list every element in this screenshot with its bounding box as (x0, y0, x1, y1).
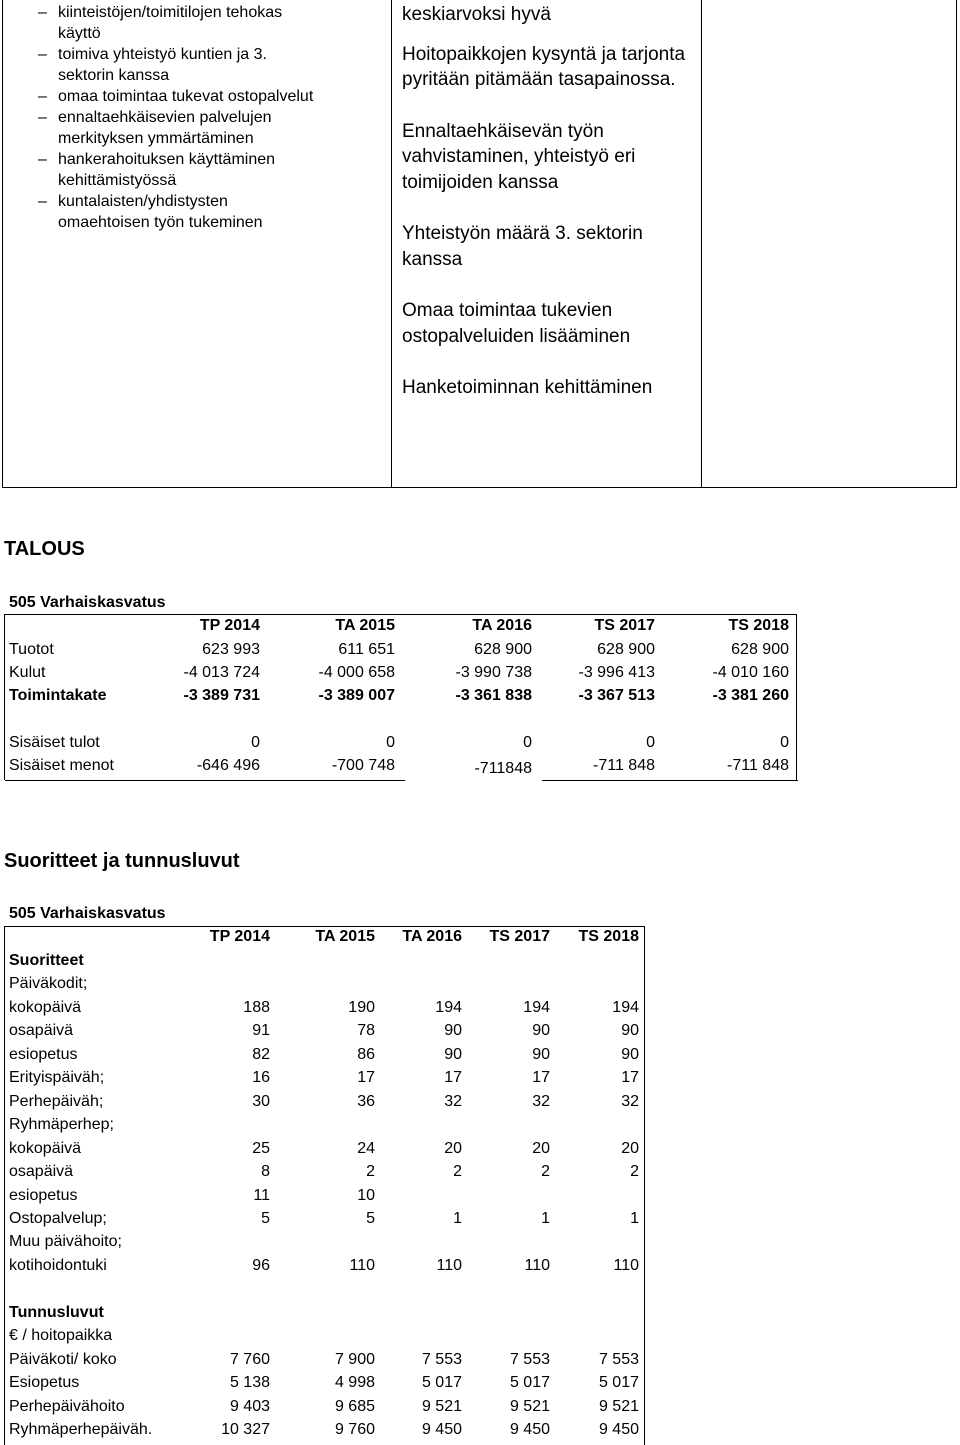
cell-value: 17 (621, 1069, 639, 1087)
cell-value: 2 (630, 1163, 639, 1181)
cell-value: 20 (532, 1139, 550, 1157)
cell-value: 90 (532, 1022, 550, 1040)
row-label: Päiväkodit; (9, 975, 88, 993)
cell-value: 1 (453, 1209, 462, 1227)
euro-icon: € (9, 1327, 18, 1345)
cell-value: 82 (252, 1045, 270, 1063)
cell-value: 91 (252, 1022, 270, 1040)
column-divider (391, 0, 392, 488)
row-label: Tuotot (9, 641, 54, 658)
cell-value: 628 900 (731, 641, 789, 658)
cell-value: 0 (386, 734, 395, 751)
list-item (10, 191, 380, 212)
cell-value: 9 521 (421, 1397, 462, 1415)
cell-value: 8 (261, 1163, 270, 1181)
cell-value: 0 (523, 734, 532, 751)
measure-paragraph: keskiarvoksi hyvä (402, 4, 551, 25)
cell-value: 9 450 (421, 1421, 462, 1438)
cell-value: 5 017 (598, 1374, 639, 1392)
column-header: TA 2015 (335, 617, 395, 634)
cell-value: 9 760 (334, 1421, 375, 1438)
goals-list (10, 2, 380, 233)
cell-value: 90 (621, 1045, 639, 1063)
row-label: Suoritteet (9, 952, 84, 969)
cell-value: 90 (532, 1045, 550, 1063)
talous-subheading: 505 Varhaiskasvatus (9, 594, 166, 611)
cell-value: 194 (435, 998, 462, 1016)
list-item (10, 107, 380, 128)
dash-marker: – (38, 151, 47, 168)
cell-value: 30 (252, 1092, 270, 1110)
column-header: TP 2014 (209, 928, 270, 945)
cell-value: 90 (444, 1045, 462, 1063)
column-header: TS 2018 (728, 617, 789, 634)
row-label: esiopetus (9, 1186, 78, 1204)
row-label-text: / hoitopaikka (17, 1327, 113, 1345)
column-header: TA 2016 (402, 928, 462, 945)
measure-paragraph: Hoitopaikkojen kysyntä ja tarjonta pyritään pitämään tasapainossa. (402, 43, 686, 90)
cell-value: 4 998 (334, 1374, 375, 1392)
cell-value: 188 (243, 998, 270, 1016)
cell-value: 5 017 (509, 1374, 550, 1392)
cell-value: 194 (523, 998, 550, 1016)
list-item-text: kiinteistöjen/toimitilojen tehokas (58, 4, 283, 21)
cell-value: 7 900 (334, 1350, 375, 1368)
cell-value: -3 389 731 (183, 687, 260, 704)
row-label: kokopäivä (9, 998, 82, 1016)
list-item-text: toimiva yhteistyö kuntien ja 3. (58, 46, 267, 63)
cell-value: -3 996 413 (578, 664, 655, 681)
row-label: Esiopetus (9, 1374, 80, 1392)
cell-value: 86 (357, 1045, 375, 1063)
table-bottom-border (542, 780, 798, 781)
cell-value: 10 327 (221, 1421, 270, 1438)
column-header: TA 2016 (472, 617, 532, 634)
measure-paragraph: Hanketoiminnan kehittäminen (402, 377, 653, 398)
row-label (9, 1327, 112, 1345)
cell-value: 9 450 (509, 1421, 550, 1438)
suoritteet-subheading: 505 Varhaiskasvatus (9, 905, 166, 922)
cell-value: 5 (261, 1209, 270, 1227)
dash-marker: – (38, 88, 47, 105)
cell-value: 110 (613, 1256, 639, 1274)
row-label: Kulut (9, 664, 46, 681)
cell-value: 32 (444, 1092, 462, 1110)
cell-value: 20 (621, 1139, 639, 1157)
row-label: Sisäiset tulot (9, 734, 100, 751)
cell-value: -3 990 738 (455, 664, 532, 681)
measure-paragraph: Omaa toimintaa tukevien ostopalveluiden lisääminen (402, 300, 631, 347)
cell-value: -4 010 160 (712, 664, 789, 681)
cell-value: 611 651 (338, 641, 395, 658)
column-header: TS 2017 (594, 617, 655, 634)
cell-value: 96 (252, 1256, 270, 1274)
measure-paragraph: Ennaltaehkäisevän työn vahvistaminen, yhteistyö eri toimijoiden kanssa (402, 120, 636, 193)
list-item (10, 170, 380, 191)
column-header: TS 2017 (489, 928, 550, 945)
row-label: Muu päivähoito; (9, 1233, 122, 1251)
cell-value: 9 403 (229, 1397, 270, 1415)
cell-value: -700 748 (331, 757, 395, 774)
cell-value: 7 553 (421, 1350, 462, 1368)
list-item-text: käyttö (58, 25, 101, 42)
list-item (10, 44, 380, 65)
cell-value: 5 138 (229, 1374, 270, 1392)
cell-value: -646 496 (196, 757, 260, 774)
list-item (10, 212, 380, 233)
row-label: Ostopalvelup; (9, 1209, 107, 1227)
column-header: TA 2015 (315, 928, 375, 945)
cell-value: 0 (251, 734, 260, 751)
cell-value: 623 993 (202, 641, 260, 658)
cell-value: 20 (444, 1139, 462, 1157)
cell-value: 7 760 (229, 1350, 270, 1368)
row-label: Perhepäiväh; (9, 1092, 104, 1110)
cell-value: 2 (366, 1163, 375, 1181)
row-label: osapäivä (9, 1163, 74, 1181)
row-label: Päiväkoti/ koko (9, 1350, 117, 1368)
cell-value: 32 (532, 1092, 550, 1110)
talous-heading: TALOUS (4, 538, 85, 560)
cell-value: 5 017 (421, 1374, 462, 1392)
row-label: osapäivä (9, 1022, 74, 1040)
cell-value: -711 848 (593, 757, 655, 774)
cell-value: 7 553 (598, 1350, 639, 1368)
cell-value: 110 (524, 1256, 550, 1274)
list-item-text: merkityksen ymmärtäminen (58, 130, 254, 147)
list-item (10, 2, 380, 23)
cell-value: -711848 (474, 760, 532, 777)
row-label: Tunnusluvut (9, 1303, 104, 1321)
list-item (10, 128, 380, 149)
cell-value: -3 381 260 (712, 687, 789, 704)
cell-value: 1 (630, 1209, 639, 1227)
cell-value: 32 (621, 1092, 639, 1110)
cell-value: -3 389 007 (318, 687, 395, 704)
cell-value: 0 (780, 734, 789, 751)
row-label: esiopetus (9, 1045, 78, 1063)
row-label: kotihoidontuki (9, 1256, 107, 1274)
dash-marker: – (38, 109, 47, 126)
row-label: Toimintakate (9, 687, 107, 704)
cell-value: 17 (444, 1069, 462, 1087)
list-item (10, 86, 380, 107)
cell-value: 36 (357, 1092, 375, 1110)
cell-value: -4 013 724 (183, 664, 260, 681)
cell-value: 90 (621, 1022, 639, 1040)
cell-value: 78 (357, 1022, 375, 1040)
row-label: Ryhmäperhepäiväh. (9, 1421, 153, 1438)
cell-value: -4 000 658 (318, 664, 395, 681)
goals-measures-column (402, 2, 692, 427)
list-item-text: omaehtoisen työn tukeminen (58, 214, 263, 231)
dash-marker: – (38, 193, 47, 210)
list-item-text: omaa toimintaa tukevat ostopalvelut (58, 88, 314, 105)
cell-value: 9 450 (598, 1421, 639, 1438)
dash-marker: – (38, 4, 47, 21)
suoritteet-heading: Suoritteet ja tunnusluvut (4, 850, 240, 872)
cell-value: 17 (532, 1069, 550, 1087)
cell-value: 2 (541, 1163, 550, 1181)
list-item (10, 65, 380, 86)
row-label: Ryhmäperhep; (9, 1116, 114, 1134)
row-label: kokopäivä (9, 1139, 82, 1157)
cell-value: 110 (436, 1256, 462, 1274)
dash-marker: – (38, 46, 47, 63)
list-item (10, 149, 380, 170)
cell-value: 5 (366, 1209, 375, 1227)
cell-value: 7 553 (509, 1350, 550, 1368)
cell-value: 24 (357, 1139, 375, 1157)
column-header: TP 2014 (199, 617, 260, 634)
list-item-text: hankerahoituksen käyttäminen (58, 151, 276, 168)
cell-value: 90 (444, 1022, 462, 1040)
cell-value: 628 900 (474, 641, 532, 658)
row-label: Perhepäivähoito (9, 1397, 125, 1415)
column-header: TS 2018 (578, 928, 639, 945)
list-item-text: sektorin kanssa (58, 67, 170, 84)
measure-paragraph: Yhteistyön määrä 3. sektorin kanssa (402, 223, 643, 270)
cell-value: 628 900 (597, 641, 655, 658)
cell-value: 9 685 (334, 1397, 375, 1415)
cell-value: 11 (253, 1186, 270, 1204)
row-label: Sisäiset menot (9, 757, 114, 774)
table-bottom-border (5, 780, 405, 781)
cell-value: 9 521 (509, 1397, 550, 1415)
cell-value: 1 (541, 1209, 550, 1227)
cell-value: 9 521 (598, 1397, 639, 1415)
cell-value: -711 848 (727, 757, 789, 774)
list-item-text: kuntalaisten/yhdistysten (58, 193, 228, 210)
cell-value: 2 (453, 1163, 462, 1181)
cell-value: 17 (357, 1069, 375, 1087)
list-item-text: kehittämistyössä (58, 172, 177, 189)
cell-value: -3 361 838 (455, 687, 532, 704)
cell-value: 190 (348, 998, 375, 1016)
cell-value: 25 (252, 1139, 270, 1157)
row-label: Erityispäiväh; (9, 1069, 105, 1087)
cell-value: 16 (252, 1069, 270, 1087)
column-divider (701, 0, 702, 488)
cell-value: -3 367 513 (578, 687, 655, 704)
list-item-text: ennaltaehkäisevien palvelujen (58, 109, 272, 126)
cell-value: 194 (612, 998, 639, 1016)
cell-value: 0 (646, 734, 655, 751)
list-item (10, 23, 380, 44)
cell-value: 10 (357, 1186, 375, 1204)
cell-value: 110 (349, 1256, 375, 1274)
